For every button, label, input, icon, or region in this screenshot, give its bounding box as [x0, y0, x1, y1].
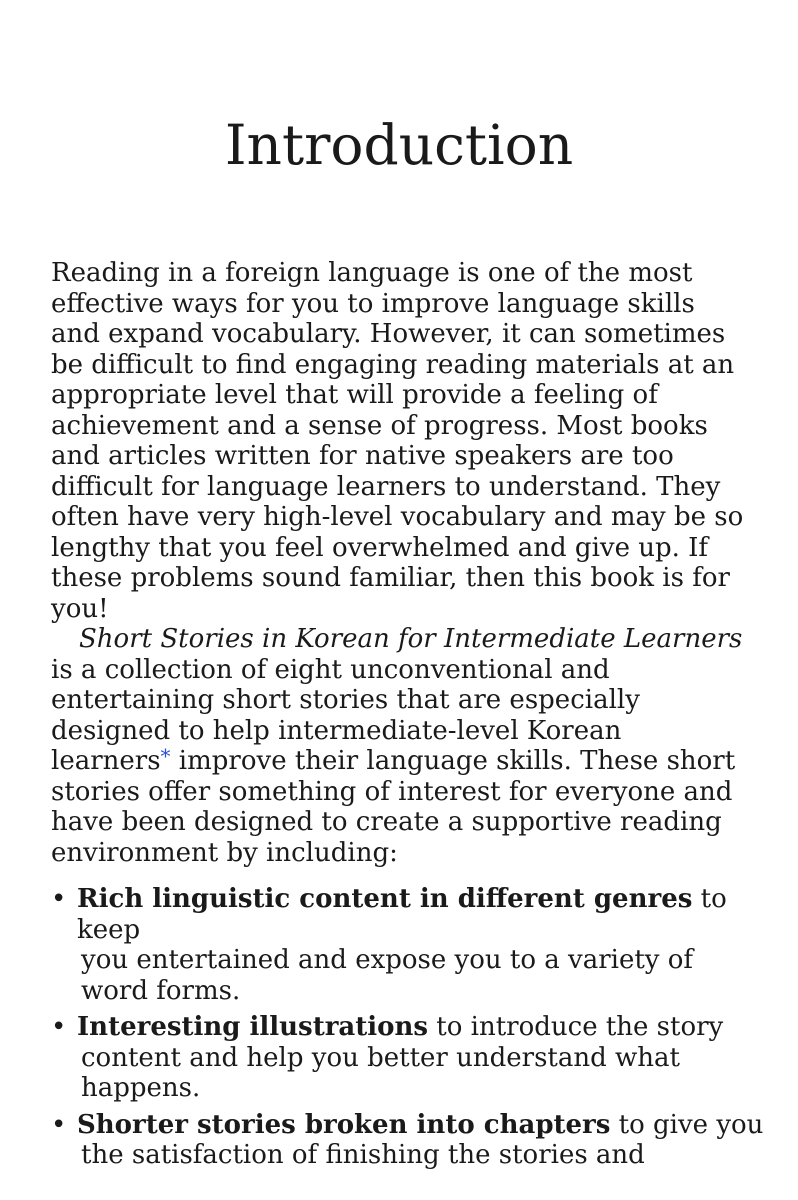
text-line — [77, 1110, 771, 1141]
body-text — [51, 258, 771, 1177]
text-line: entertaining short stories that are especially — [51, 685, 640, 715]
list-item — [51, 1110, 771, 1171]
page-title: Introduction — [224, 113, 574, 177]
bullet-icon: • — [51, 884, 67, 914]
intro-paragraph-2 — [51, 624, 771, 868]
text-fragment: to keep — [77, 884, 727, 945]
text-line: and expand vocabulary. However, it can sometimes — [51, 319, 726, 349]
bullet-heading: Rich linguistic content in different genres — [77, 884, 693, 914]
list-item — [51, 884, 771, 1006]
book-title: Short Stories in Korean for Intermediate Learners — [79, 624, 743, 654]
text-line: achievement and a sense of progress. Most books — [51, 410, 708, 441]
text-line: content and help you better understand what — [81, 1042, 680, 1073]
bullet-icon: • — [51, 1109, 67, 1140]
text-line — [51, 746, 771, 777]
text-line: stories offer something of interest for everyone and — [51, 776, 733, 807]
text-line: lengthy that you feel overwhelmed and give up. If — [51, 532, 709, 563]
text-line: have been designed to create a supportive reading — [51, 807, 722, 837]
text-fragment: to give you — [610, 1109, 764, 1140]
text-fragment: learners — [51, 746, 161, 776]
text-line — [51, 624, 771, 655]
text-line — [77, 1012, 771, 1043]
text-line: effective ways for you to improve language skills — [51, 288, 695, 319]
text-line: environment by including: — [51, 837, 398, 868]
text-line: and articles written for native speakers are too — [51, 441, 674, 471]
text-line: happens. — [81, 1073, 201, 1103]
feature-list — [51, 884, 771, 1171]
text-line: the satisfaction of finishing the stories and — [81, 1140, 645, 1170]
text-line: you! — [51, 593, 109, 624]
text-line: is a collection of eight unconventional and — [51, 654, 610, 685]
text-line: these problems sound familiar, then this book is for — [51, 563, 730, 593]
text-line — [77, 884, 771, 945]
bullet-icon: • — [51, 1012, 67, 1042]
text-line: Reading in a foreign language is one of the most — [51, 258, 693, 288]
text-line: appropriate level that will provide a feeling of — [51, 380, 658, 410]
bullet-heading: Interesting illustrations — [77, 1012, 429, 1042]
bullet-heading: Shorter stories broken into chapters — [77, 1109, 611, 1140]
text-line: designed to help intermediate-level Korean — [51, 715, 622, 746]
text-line: you entertained and expose you to a variety of — [81, 945, 694, 975]
text-line: word forms. — [81, 975, 241, 1006]
text-fragment: improve their language skills. These short — [170, 746, 736, 776]
text-line: difficult for language learners to understand. They — [51, 471, 721, 502]
text-line: often have very high-level vocabulary and may be so — [51, 502, 744, 532]
footnote-link[interactable]: * — [160, 744, 171, 768]
list-item — [51, 1012, 771, 1104]
intro-paragraph-1 — [51, 258, 771, 624]
text-line: be difficult to find engaging reading materials at an — [51, 349, 735, 380]
text-fragment: to introduce the story — [428, 1012, 724, 1042]
